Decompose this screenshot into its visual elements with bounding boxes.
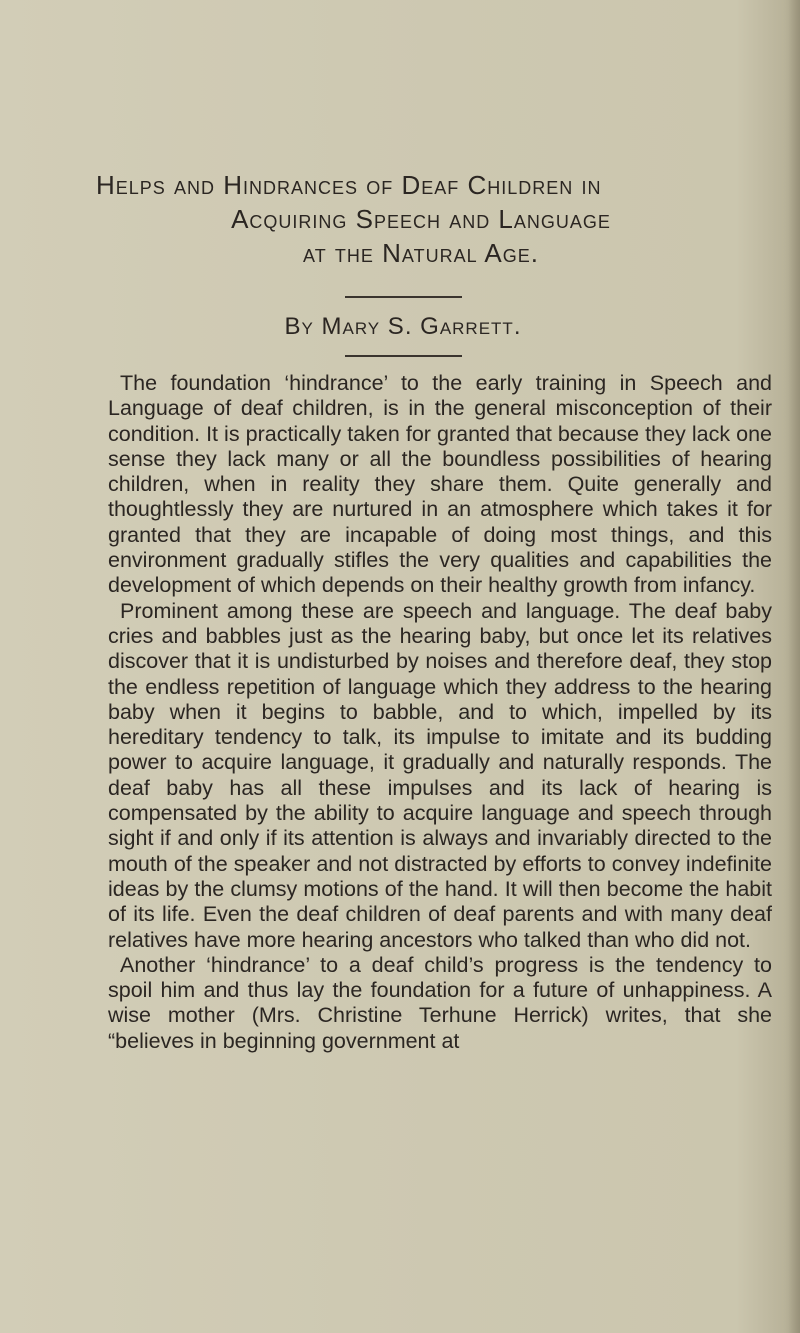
title-line-1: Helps and Hindrances of Deaf Children in [96, 170, 602, 200]
article-body [108, 371, 772, 1054]
paragraph: Another ‘hindrance’ to a deaf child’s progress is the tendency to spoil him and thus lay the foundation for a future of unhappiness. A wise mother (Mrs. Christine Terhune Herrick) writes, that she “believes in beginning government at [108, 952, 772, 1053]
title-line-3: at the Natural Age. [303, 238, 539, 268]
divider-rule-bottom [345, 355, 462, 357]
title-line-2: Acquiring Speech and Language [231, 204, 611, 234]
divider-rule-top [345, 296, 462, 298]
paragraph: Prominent among these are speech and language. The deaf baby cries and babbles just as the hearing baby, but once let its relatives discover that it is undisturbed by noises and therefore deaf, they stop the endless repetition of language which they address to the hearing baby when it begins to babble, and to which, impelled by its hereditary tendency to talk, its impulse to imitate and its budding power to acquire language, it gradually and naturally responds. The deaf baby has all these impulses and its lack of hearing is compensated by the ability to acquire language and speech through sight if and only if its attention is always and invariably directed to the mouth of the speaker and not distracted by efforts to convey indefinite ideas by the clumsy motions of the hand. It will then become the habit of its life. Even the deaf children of deaf parents and with many deaf relatives have more hearing ancestors who talked than who did not. [108, 598, 772, 952]
article-title [96, 170, 746, 272]
paragraph: The foundation ‘hindrance’ to the early training in Speech and Language of deaf children, is in the general misconception of their condition. It is practically taken for granted that because they lack one sense they lack many or all the boundless possibilities of hearing children, when in reality they share them. Quite generally and thoughtlessly they are nurtured in an atmosphere which takes it for granted that they are incapable of doing most things, and this environment gradually stifles the very qualities and capabilities the development of which depends on their healthy growth from infancy. [108, 371, 772, 598]
page-edge-shadow [788, 0, 800, 1333]
author-byline: By Mary S. Garrett. [284, 313, 522, 340]
